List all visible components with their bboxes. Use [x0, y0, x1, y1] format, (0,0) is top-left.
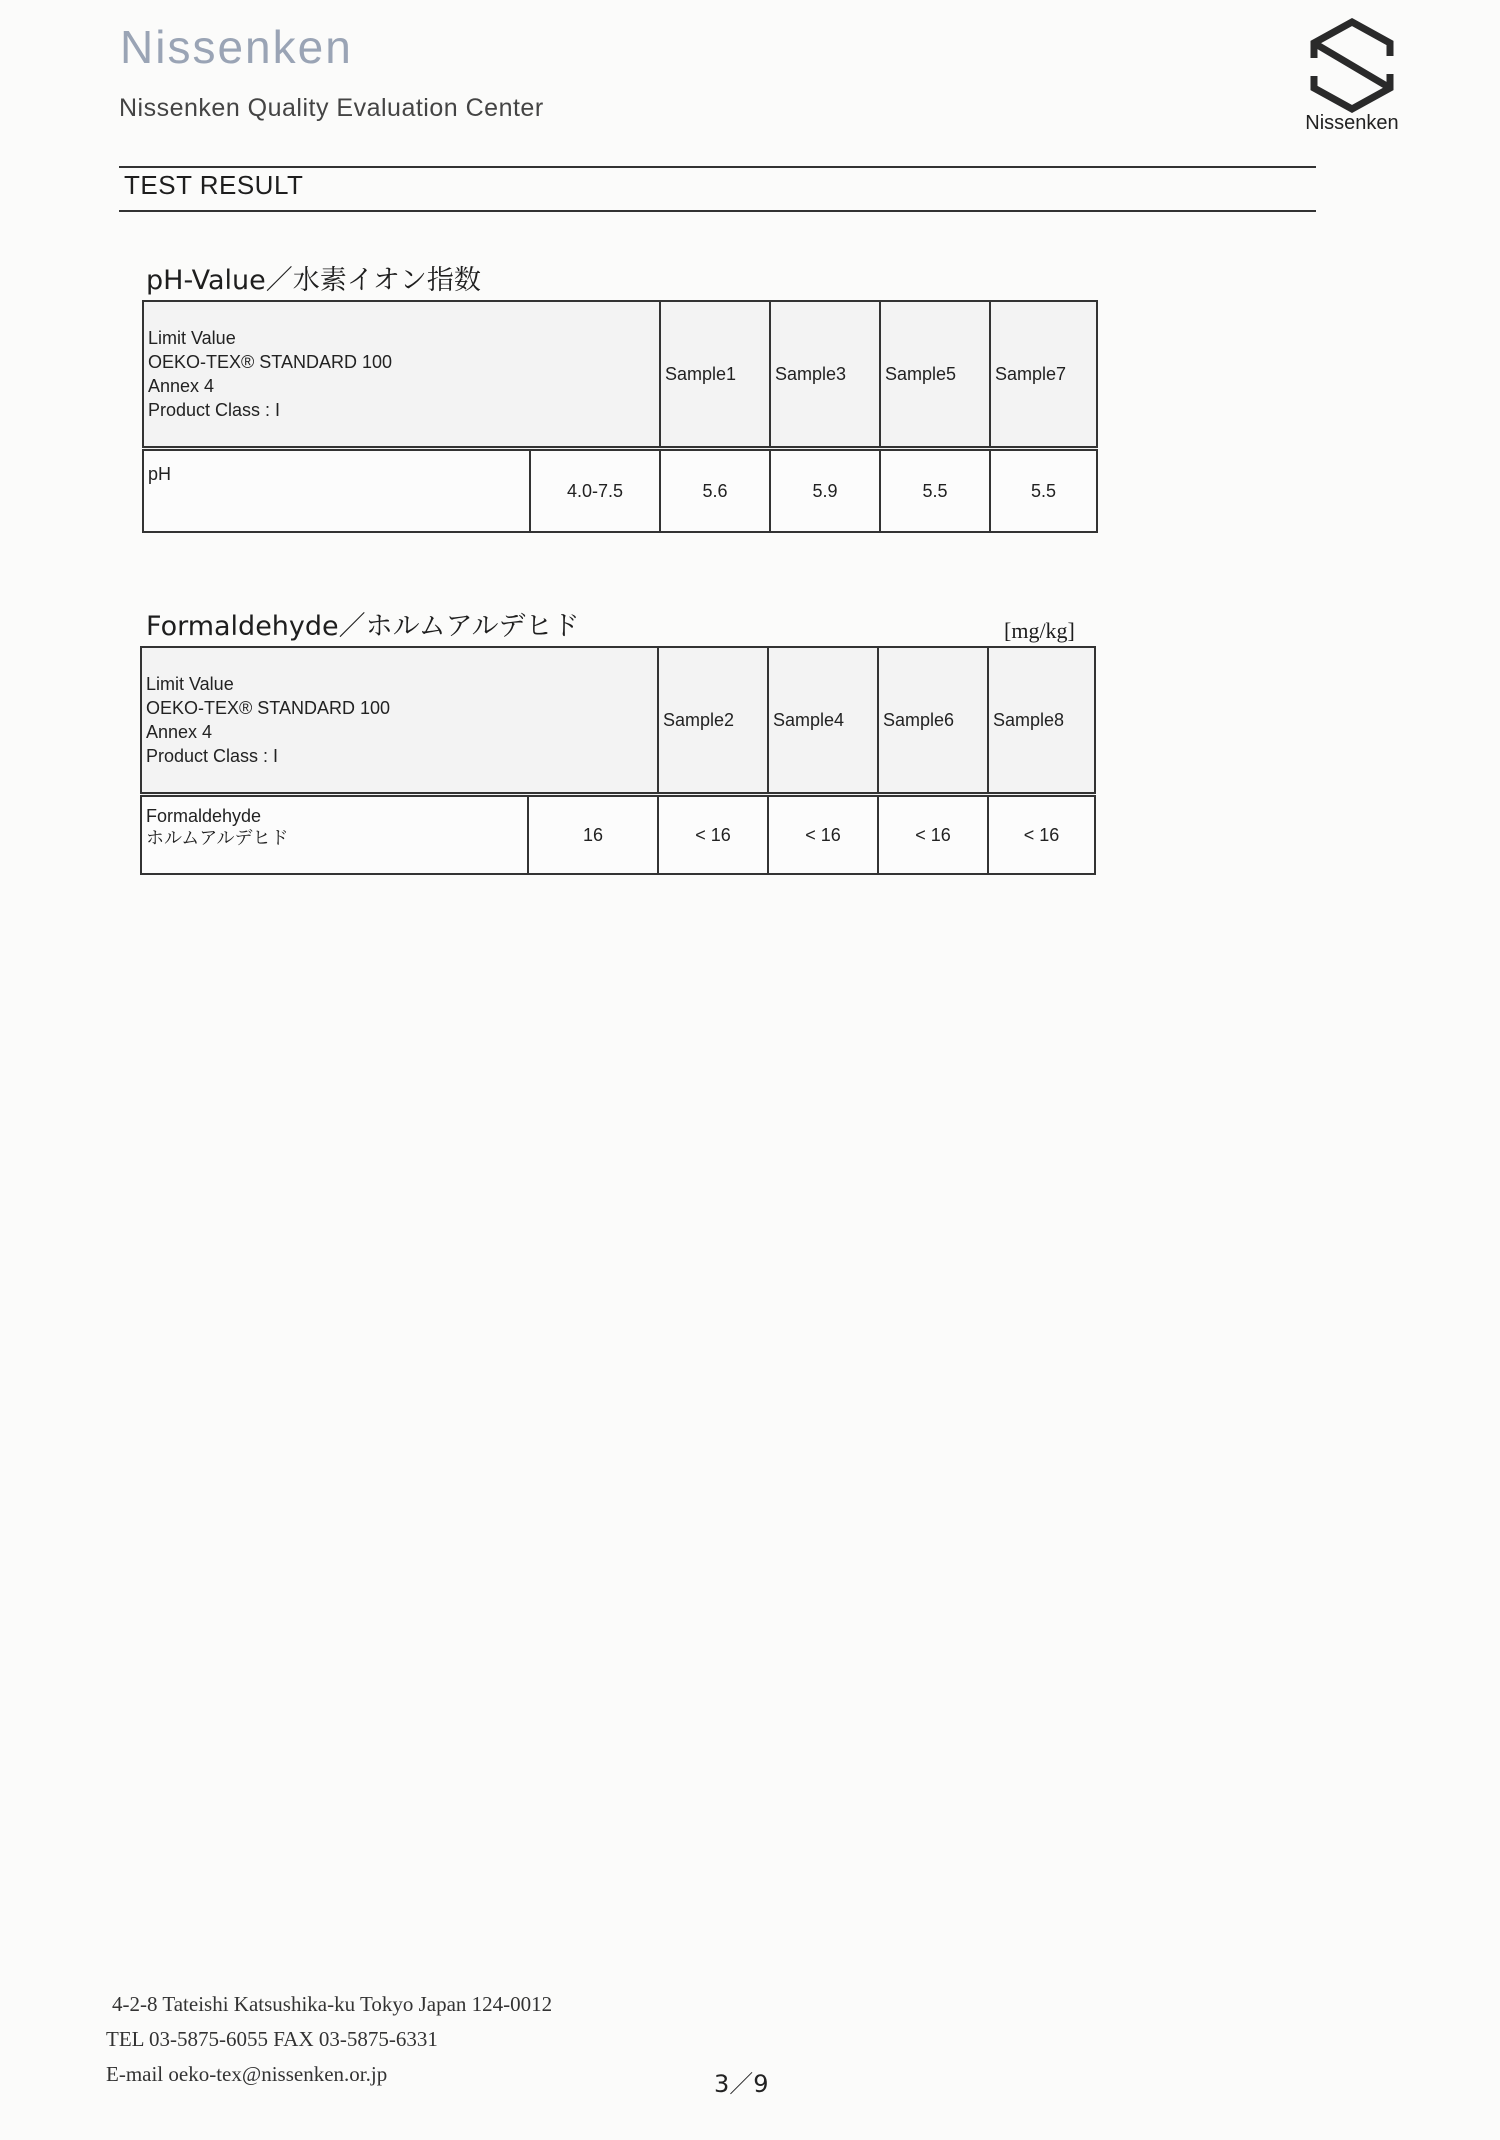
limit-line: Annex 4	[146, 722, 213, 742]
param-line: ホルムアルデヒド	[146, 828, 289, 848]
table-row	[143, 449, 1097, 533]
sample-header: Sample1	[660, 301, 770, 449]
result-value: < 16	[768, 795, 878, 875]
limit-line: OEKO-TEX® STANDARD 100	[146, 698, 390, 718]
result-value: < 16	[878, 795, 988, 875]
nissenken-hexagon-icon	[1308, 18, 1396, 113]
sample-header: Sample2	[658, 647, 768, 795]
brand-wordmark: Nissenken	[120, 21, 353, 73]
formaldehyde-table	[140, 646, 1096, 875]
top-rule	[119, 166, 1316, 168]
footer-address: 4-2-8 Tateishi Katsushika-ku Tokyo Japan 124-0012	[112, 1992, 553, 2016]
sample-header: Sample8	[988, 647, 1095, 795]
result-value: < 16	[988, 795, 1095, 875]
param-line: Formaldehyde	[146, 806, 262, 826]
sample-header: Sample5	[880, 301, 990, 449]
result-value: < 16	[658, 795, 768, 875]
sample-header: Sample4	[768, 647, 878, 795]
brand-subtitle: Nissenken Quality Evaluation Center	[119, 94, 544, 122]
footer-email: E-mail oeko-tex@nissenken.or.jp	[106, 2062, 388, 2086]
ph-table	[142, 300, 1098, 533]
result-value: 5.5	[880, 449, 990, 533]
param-line: pH	[148, 464, 172, 484]
result-value: 5.9	[770, 449, 880, 533]
sample-header: Sample6	[878, 647, 988, 795]
limit-line: Product Class : I	[146, 746, 279, 766]
ph-heading: pH-Value／水素イオン指数	[146, 265, 481, 296]
limit-line: Limit Value	[148, 328, 236, 348]
footer-phone: TEL 03-5875-6055 FAX 03-5875-6331	[106, 2027, 438, 2051]
limit-line: Product Class : I	[148, 400, 281, 420]
param-cell	[141, 795, 528, 875]
limit-value: 4.0-7.5	[530, 449, 660, 533]
page-number: 3／9	[714, 2070, 769, 2098]
table-row	[141, 795, 1095, 875]
ph-limit-cell	[143, 301, 660, 449]
param-cell	[143, 449, 530, 533]
result-value: 5.5	[990, 449, 1097, 533]
sample-header: Sample7	[990, 301, 1097, 449]
bottom-rule	[119, 210, 1316, 212]
formaldehyde-limit-cell	[141, 647, 658, 795]
sample-header: Sample3	[770, 301, 880, 449]
limit-line: Annex 4	[148, 376, 215, 396]
limit-value: 16	[528, 795, 658, 875]
result-value: 5.6	[660, 449, 770, 533]
formaldehyde-header-row	[141, 647, 1095, 795]
section-title: TEST RESULT	[124, 170, 304, 200]
unit-label: [mg/kg]	[1004, 618, 1075, 643]
formaldehyde-heading: Formaldehyde／ホルムアルデヒド	[146, 611, 580, 642]
limit-line: OEKO-TEX® STANDARD 100	[148, 352, 392, 372]
limit-line: Limit Value	[146, 674, 234, 694]
logo-text: Nissenken	[1305, 112, 1399, 134]
ph-header-row	[143, 301, 1097, 449]
